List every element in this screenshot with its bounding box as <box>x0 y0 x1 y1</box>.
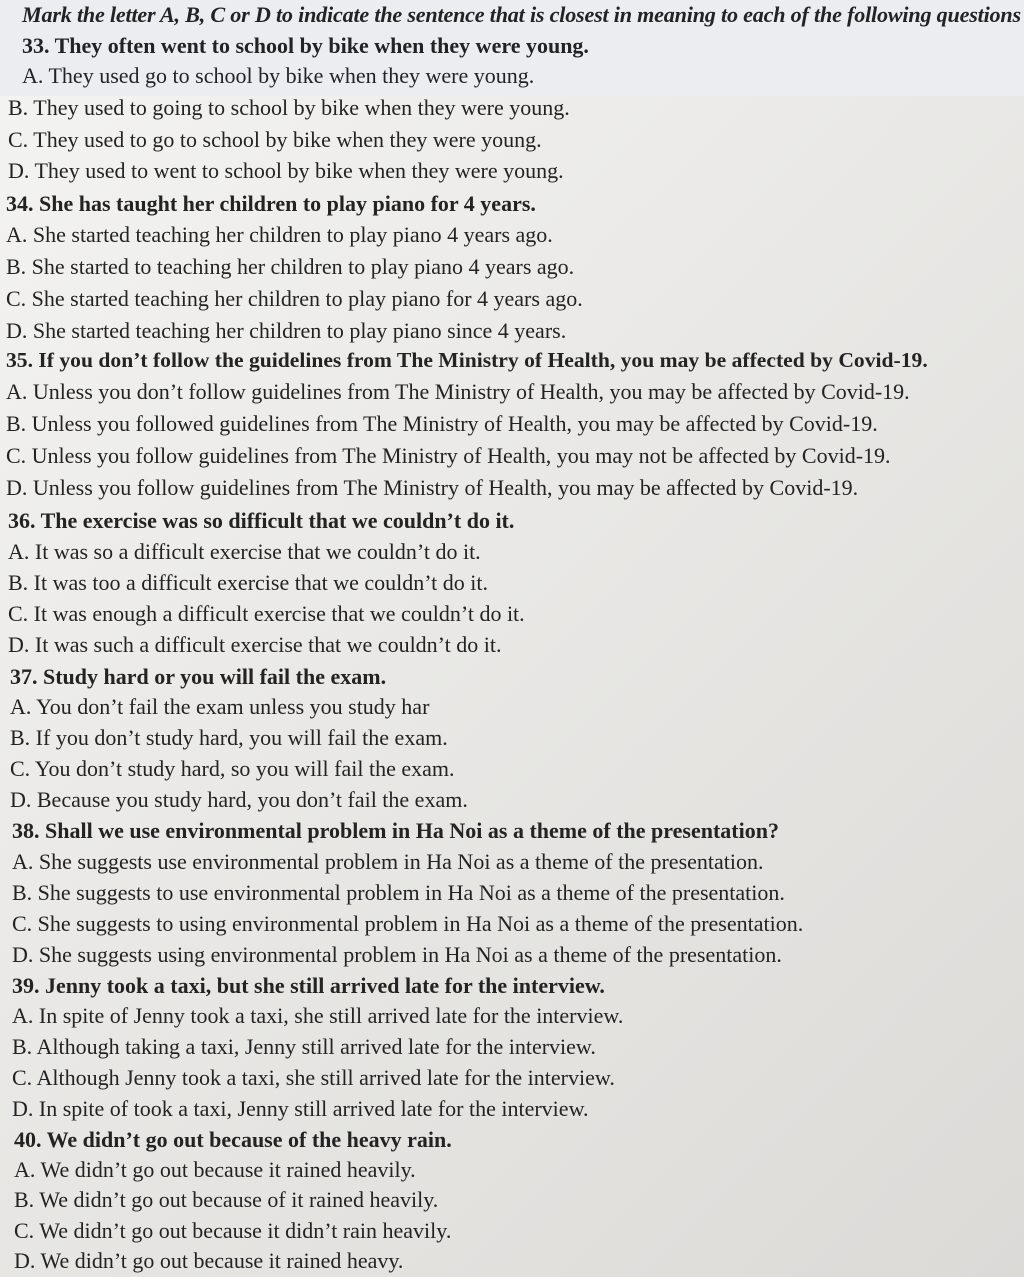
option-d: D. In spite of took a taxi, Jenny still arrived late for the interview. <box>12 1096 589 1121</box>
question-stem: 37. Study hard or you will fail the exam. <box>10 664 387 689</box>
option-a: A. It was so a difficult exercise that we couldn’t do it. <box>8 539 481 564</box>
question-stem: 36. The exercise was so difficult that we couldn’t do it. <box>8 508 515 533</box>
option-d: D. It was such a difficult exercise that we couldn’t do it. <box>8 632 502 657</box>
option-b: B. We didn’t go out because of it rained heavily. <box>14 1187 439 1212</box>
option-a: A. Unless you don’t follow guidelines from The Ministry of Health, you may be affected by Covid-19. <box>6 379 910 404</box>
option-c: C. Unless you follow guidelines from The Ministry of Health, you may not be affected by Covid-19. <box>6 443 891 468</box>
option-a: A. You don’t fail the exam unless you study har <box>10 694 430 719</box>
instruction-heading: Mark the letter A, B, C or D to indicate the sentence that is closest in meaning to each of the following questions <box>22 2 1021 27</box>
option-d: D. She suggests using environmental problem in Ha Noi as a theme of the presentation. <box>12 942 782 967</box>
option-a: A. They used go to school by bike when they were young. <box>22 63 535 88</box>
option-a: A. In spite of Jenny took a taxi, she still arrived late for the interview. <box>12 1003 624 1028</box>
question-stem: 33. They often went to school by bike when they were young. <box>22 33 589 58</box>
option-b: B. Although taking a taxi, Jenny still arrived late for the interview. <box>12 1034 596 1059</box>
question-stem: 35. If you don’t follow the guidelines from The Ministry of Health, you may be affected by Covid-19. <box>6 348 928 372</box>
option-b: B. She suggests to use environmental problem in Ha Noi as a theme of the presentation. <box>12 880 785 905</box>
option-b: B. If you don’t study hard, you will fail the exam. <box>10 725 448 750</box>
question-stem: 34. She has taught her children to play piano for 4 years. <box>6 191 536 216</box>
question-stem: 38. Shall we use environmental problem in Ha Noi as a theme of the presentation? <box>12 818 779 843</box>
option-c: C. We didn’t go out because it didn’t rain heavily. <box>14 1218 452 1243</box>
option-b: B. They used to going to school by bike when they were young. <box>8 95 570 120</box>
option-c: C. She suggests to using environmental problem in Ha Noi as a theme of the presentation. <box>12 911 804 936</box>
question-stem: 39. Jenny took a taxi, but she still arrived late for the interview. <box>12 973 605 998</box>
question-stem: 40. We didn’t go out because of the heavy rain. <box>14 1127 452 1152</box>
option-b: B. She started to teaching her children to play piano 4 years ago. <box>6 254 575 279</box>
option-c: C. It was enough a difficult exercise that we couldn’t do it. <box>8 601 525 626</box>
option-d: D. She started teaching her children to play piano since 4 years. <box>6 318 567 343</box>
option-b: B. Unless you followed guidelines from The Ministry of Health, you may be affected by Covid-19. <box>6 411 878 436</box>
option-d: D. They used to went to school by bike when they were young. <box>8 158 564 183</box>
option-d: D. Because you study hard, you don’t fail the exam. <box>10 787 468 812</box>
option-a: A. We didn’t go out because it rained heavily. <box>14 1157 416 1182</box>
option-c: C. Although Jenny took a taxi, she still arrived late for the interview. <box>12 1065 615 1090</box>
option-b: B. It was too a difficult exercise that we couldn’t do it. <box>8 570 489 595</box>
option-a: A. She suggests use environmental problem in Ha Noi as a theme of the presentation. <box>12 849 764 874</box>
option-c: C. She started teaching her children to play piano for 4 years ago. <box>6 286 583 311</box>
option-c: C. They used to go to school by bike when they were young. <box>8 127 542 152</box>
option-d: D. Unless you follow guidelines from The Ministry of Health, you may be affected by Covid-19. <box>6 475 859 500</box>
option-a: A. She started teaching her children to play piano 4 years ago. <box>6 222 553 247</box>
option-d: D. We didn’t go out because it rained heavy. <box>14 1248 404 1273</box>
option-c: C. You don’t study hard, so you will fail the exam. <box>10 756 455 781</box>
